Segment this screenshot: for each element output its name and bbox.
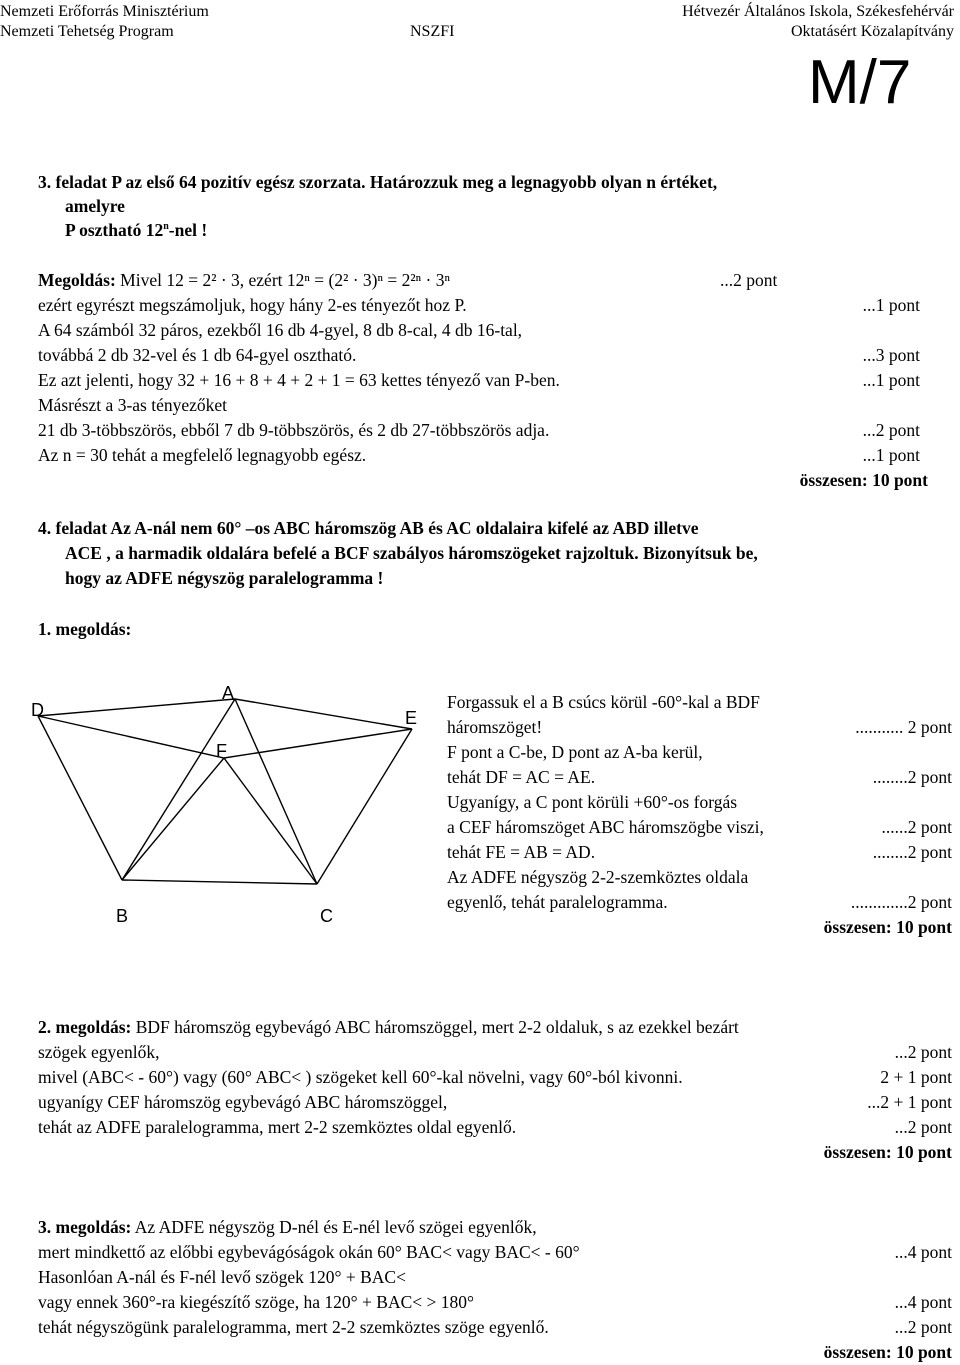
point-label-B: B <box>116 906 129 926</box>
task3-total: összesen: 10 pont <box>799 470 928 490</box>
solution-3: 3. megoldás: Az ADFE négyszög D-nél és E-nél levő szögei egyenlők, mert mindkettő az előbbi egybevágóságok okán 60° BAC< vagy BAC< - 60° ...4 pont Hasonlóan A-nál és F-nél levő szögek 120° + BAC< vagy ennek 360°-ra kiegészítő szöge, ha 120° + BAC< > 180° ...4 pont tehát négyszögünk paralelogramma, mert 2-2 szemköztes szöge egyenlő. ...2 pont összesen: 10 pont <box>38 1215 952 1365</box>
segment-CE <box>317 729 412 884</box>
header-left-2: Nemzeti Tehetség Program <box>0 23 174 40</box>
solution-1-total: összesen: 10 pont <box>823 917 952 937</box>
task4-line-1: 4. feladat Az A-nál nem 60° –os ABC háromszög AB és AC oldalaira kifelé az ABD illetve <box>38 518 699 538</box>
point-label-F: F <box>216 741 227 761</box>
point-label-A: A <box>222 683 235 703</box>
segment-FB <box>122 758 224 880</box>
task3-solution-line-3: A 64 számból 32 páros, ezekből 16 db 4-gyel, 8 db 8-cal, 4 db 16-tal, <box>38 320 523 340</box>
task3-solution-line-2: ezért egyrészt megszámoljuk, hogy hány 2-es tényezőt hoz P. <box>38 295 467 315</box>
segment-AB <box>122 699 235 880</box>
points: ...1 pont <box>862 295 920 315</box>
task4-line-2: ACE , a harmadik oldalára befelé a BCF szabályos háromszögeket rajzoltuk. Bizonyítsuk be, <box>65 543 758 563</box>
segment-AC <box>235 699 317 884</box>
point-label-C: C <box>320 906 333 926</box>
solution-1-label: 1. megoldás: <box>38 619 132 639</box>
task3-solution-line-4: továbbá 2 db 32-vel és 1 db 64-gyel osztható. <box>38 345 357 365</box>
segment-DB <box>38 716 122 880</box>
points: ...3 pont <box>862 345 920 365</box>
task3-line-1: 3. feladat P az első 64 pozitív egész szorzata. Határozzuk meg a legnagyobb olyan n értéket, <box>38 172 718 192</box>
header-left-1: Nemzeti Erőforrás Minisztérium <box>0 3 209 20</box>
task3-solution-line-8: Az n = 30 tehát a megfelelő legnagyobb egész. <box>38 445 367 465</box>
points: ...2 pont <box>862 420 920 440</box>
task3-line-3: P osztható 12$^n$-nel ! <box>65 220 208 240</box>
segment-BC <box>122 880 317 884</box>
points: ...1 pont <box>862 445 920 465</box>
solution-2-total: összesen: 10 pont <box>823 1142 952 1162</box>
solution-1-text: Forgassuk el a B csúcs körül -60°-kal a BDF háromszöget! ........... 2 pont F pont a C-be, D pont az A-ba kerül, tehát DF = AC = AE. ........2 pont Ugyanígy, a C pont körüli +60°-os forgás a CEF háromszöget ABC háromszögbe viszi, ......2 pont tehát FE = AB = AD. ........2 pont Az ADFE négyszög 2-2-szemköztes oldala egyenlő, tehát paralelogramma. .............2 pont összesen: 10 pont <box>447 690 952 940</box>
point-label-E: E <box>405 708 418 728</box>
task3-line-2: amelyre <box>65 196 125 216</box>
task3-solution-line-6: Másrészt a 3-as tényezőket <box>38 395 228 415</box>
point-label-D: D <box>31 700 44 720</box>
page-title: M/7 <box>808 48 912 117</box>
points: ...1 pont <box>862 370 920 390</box>
solution-3-total: összesen: 10 pont <box>823 1342 952 1362</box>
header-right-1: Hétvezér Általános Iskola, Székesfehérvár <box>682 3 954 20</box>
task3-solution-line-7: 21 db 3-többszörös, ebből 7 db 9-többszörös, és 2 db 27-többszörös adja. <box>38 420 550 440</box>
solution-2: 2. megoldás: BDF háromszög egybevágó ABC háromszöggel, mert 2-2 oldaluk, s az ezekkel bezárt szögek egyenlők, ...2 pont mivel (ABC< - 60°) vagy (60° ABC< ) szögeket kell 60°-kal növelni, vagy 60°-ból kivonni. 2 + 1 pont ugyanígy CEF háromszög egybevágó ABC háromszöggel, ...2 + 1 pont tehát az ADFE paralelogramma, mert 2-2 szemköztes oldal egyenlő. ...2 pont összesen: 10 pont <box>38 1015 952 1165</box>
header-right-2: Oktatásért Közalapítvány <box>790 23 954 40</box>
header-center: NSZFI <box>410 23 455 40</box>
task3-solution-line-5: Ez azt jelenti, hogy 32 + 16 + 8 + 4 + 2 + 1 = 63 kettes tényező van P-ben. <box>38 370 560 390</box>
geometry-diagram <box>20 672 440 937</box>
segment-FC <box>224 758 317 884</box>
task4-line-3: hogy az ADFE négyszög paralelogramma ! <box>65 568 384 588</box>
task3-solution-line-1: Megoldás: Mivel 12 = 2² · 3, ezért 12ⁿ = (2² · 3)ⁿ = 2²ⁿ · 3ⁿ <box>38 270 450 290</box>
points: ...2 pont <box>720 270 778 290</box>
